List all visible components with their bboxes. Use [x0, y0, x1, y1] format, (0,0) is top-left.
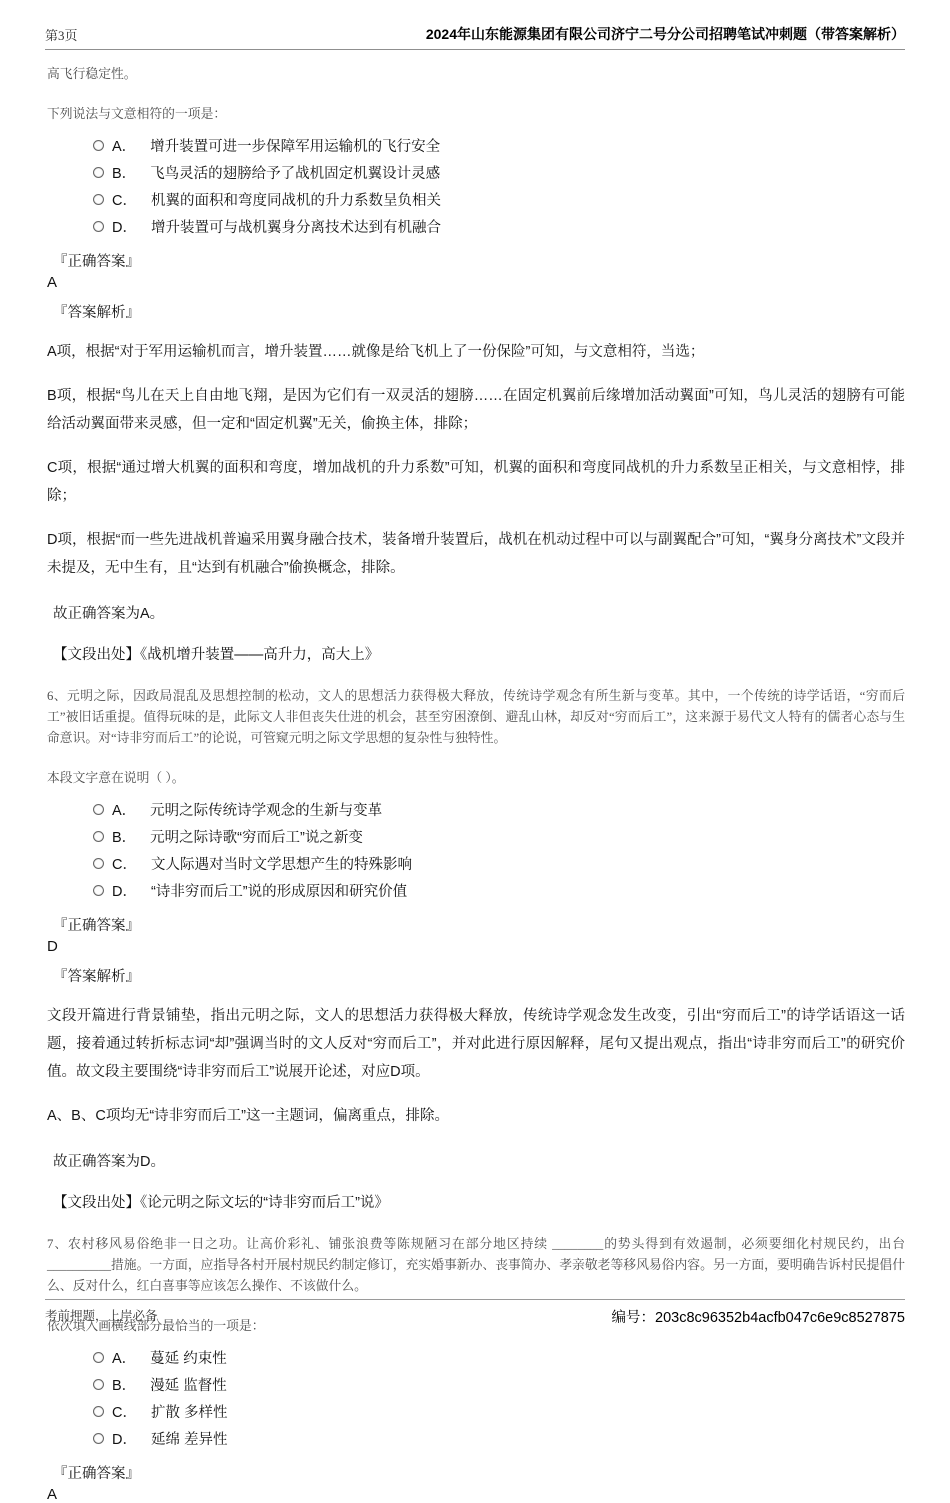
option-text: 增升装置可与战机翼身分离技术达到有机融合	[150, 220, 441, 236]
conclusion-line: 故正确答案为D。	[53, 1154, 165, 1170]
option-letter: B．	[112, 1378, 137, 1394]
option-row[interactable]	[93, 823, 905, 850]
footer-serial-number: 编号：203c8c96352b4acfb047c6e9c8527875	[611, 1310, 905, 1326]
option-row[interactable]	[93, 213, 905, 240]
page-header	[45, 24, 905, 50]
radio-icon[interactable]	[93, 885, 104, 896]
analysis-paragraph: B项，根据“鸟儿在天上自由地飞翔，是因为它们有一双灵活的翅膀……在固定机翼前后缘增加活动翼面”可知，鸟儿灵活的翅膀有可能给活动翼面带来灵感，但一定和“固定机翼”无关，偷换主体，排除；	[47, 388, 905, 432]
question-7-prompt: 依次填入画横线部分最恰当的一项是：	[47, 1319, 265, 1333]
option-text: 飞鸟灵活的翅膀给予了战机固定机翼设计灵感	[150, 166, 441, 182]
option-letter: D．	[112, 1432, 137, 1448]
correct-answer-value: D	[47, 938, 58, 955]
analysis-label: 『答案解析』	[53, 305, 140, 321]
radio-icon[interactable]	[93, 1406, 104, 1417]
option-letter: C．	[112, 193, 137, 209]
source-line: 【文段出处】《论元明之际文坛的“诗非穷而后工”说》	[53, 1195, 389, 1211]
radio-icon[interactable]	[93, 221, 104, 232]
option-letter: C．	[112, 857, 137, 873]
option-text: 文人际遇对当时文学思想产生的特殊影响	[150, 857, 412, 873]
analysis-label: 『答案解析』	[53, 969, 140, 985]
radio-icon[interactable]	[93, 1352, 104, 1363]
conclusion-line: 故正确答案为A。	[53, 606, 165, 622]
radio-icon[interactable]	[93, 194, 104, 205]
radio-icon[interactable]	[93, 858, 104, 869]
option-letter: C．	[112, 1405, 137, 1421]
question-7-block	[45, 1234, 905, 1503]
option-text: 元明之际传统诗学观念的生新与变革	[150, 803, 383, 819]
option-row[interactable]	[93, 1398, 905, 1425]
question-6-prompt: 本段文字意在说明（ ）。	[47, 771, 185, 785]
option-letter: A．	[112, 803, 137, 819]
radio-icon[interactable]	[93, 831, 104, 842]
option-row[interactable]	[93, 186, 905, 213]
option-row[interactable]	[93, 1344, 905, 1371]
option-letter: D．	[112, 220, 137, 236]
question-6-stem: 6、元明之际，因政局混乱及思想控制的松动，文人的思想活力获得极大释放，传统诗学观念有所生新与变革。其中，一个传统的诗学话语，“穷而后工”被旧话重提。值得玩味的是，此际文人非但丧失仕进的机会，甚至穷困潦倒、避乱山林，却反对“穷而后工”，这来源于易代文人特有的儒者心态与生命意识。对“诗非穷而后工”的论说，可管窥元明之际文学思想的复杂性与独特性。	[47, 689, 905, 745]
option-text: 增升装置可进一步保障军用运输机的飞行安全	[150, 139, 441, 155]
source-line: 【文段出处】《战机增升装置——高升力，高大上》	[53, 647, 380, 663]
correct-answer-value: A	[47, 274, 58, 291]
radio-icon[interactable]	[93, 804, 104, 815]
correct-answer-label: 『正确答案』	[53, 1466, 140, 1482]
analysis-paragraph: A项，根据“对于军用运输机而言，增升装置……就像是给飞机上了一份保险”可知，与文意相符，当选；	[47, 344, 705, 360]
correct-answer-label: 『正确答案』	[53, 918, 140, 934]
analysis-paragraph: D项，根据“而一些先进战机普遍采用翼身融合技术，装备增升装置后，战机在机动过程中可以与副翼配合”可知，“翼身分离技术”文段并未提及，无中生有，且“达到有机融合”偷换概念，排除。	[47, 532, 905, 576]
option-text: 蔓延 约束性	[150, 1351, 227, 1367]
analysis-paragraph: C项，根据“通过增大机翼的面积和弯度，增加战机的升力系数”可知，机翼的面积和弯度同战机的升力系数呈正相关，与文意相悖，排除；	[47, 460, 905, 504]
page-footer	[45, 1299, 905, 1327]
passage-tail: 高飞行稳定性。	[47, 67, 137, 81]
document-title: 2024年山东能源集团有限公司济宁二号分公司招聘笔试冲刺题（带答案解析）	[425, 26, 905, 42]
correct-answer-value: A	[47, 1486, 58, 1503]
correct-answer-label: 『正确答案』	[53, 254, 140, 270]
analysis-paragraph: A、B、C项均无“诗非穷而后工”这一主题词，偏离重点，排除。	[47, 1108, 449, 1124]
question-6-block	[45, 686, 905, 1212]
question-7-options	[93, 1344, 905, 1452]
question-5-block	[45, 64, 905, 664]
question-7-stem: 7、农村移风易俗绝非一日之功。让高价彩礼、铺张浪费等陈规陋习在部分地区持续 ________的势头得到有效遏制，必须要细化村规民约，出台 __________措施。一方面，应指导各村开展村规民约制定修订，充实婚事新办、丧事简办、孝亲敬老等移风易俗内容。另一方面，要明确告诉村民提倡什么、反对什么，红白喜事等应该怎么操作、不该做什么。	[47, 1237, 905, 1293]
option-row[interactable]	[93, 850, 905, 877]
option-letter: A．	[112, 1351, 137, 1367]
radio-icon[interactable]	[93, 1433, 104, 1444]
option-row[interactable]	[93, 132, 905, 159]
option-text: 扩散 多样性	[150, 1405, 228, 1421]
radio-icon[interactable]	[93, 1379, 104, 1390]
option-row[interactable]	[93, 796, 905, 823]
option-letter: B．	[112, 166, 137, 182]
footer-slogan: 考前押题，上岸必备	[45, 1309, 158, 1323]
option-row[interactable]	[93, 159, 905, 186]
question-5-prompt: 下列说法与文意相符的一项是：	[47, 107, 227, 121]
radio-icon[interactable]	[93, 167, 104, 178]
question-6-options	[93, 796, 905, 904]
option-letter: B．	[112, 830, 137, 846]
option-row[interactable]	[93, 877, 905, 904]
analysis-paragraph: 文段开篇进行背景铺垫，指出元明之际，文人的思想活力获得极大释放，传统诗学观念发生改变，引出“穷而后工”的诗学话语这一话题，接着通过转折标志词“却”强调当时的文人反对“穷而后工”，并对此进行原因解释，尾句又提出观点，指出“诗非穷而后工”的研究价值。故文段主要围绕“诗非穷而后工”说展开论述，对应D项。	[47, 1008, 905, 1080]
option-letter: D．	[112, 884, 137, 900]
option-letter: A．	[112, 139, 137, 155]
question-5-options	[93, 132, 905, 240]
option-text: 延绵 差异性	[150, 1432, 228, 1448]
option-row[interactable]	[93, 1425, 905, 1452]
option-row[interactable]	[93, 1371, 905, 1398]
option-text: 漫延 监督性	[150, 1378, 227, 1394]
page-number: 第3页	[45, 28, 78, 43]
radio-icon[interactable]	[93, 140, 104, 151]
option-text: 机翼的面积和弯度同战机的升力系数呈负相关	[150, 193, 441, 209]
option-text: 元明之际诗歌“穷而后工”说之新变	[150, 830, 363, 846]
option-text: “诗非穷而后工”说的形成原因和研究价值	[150, 884, 408, 900]
